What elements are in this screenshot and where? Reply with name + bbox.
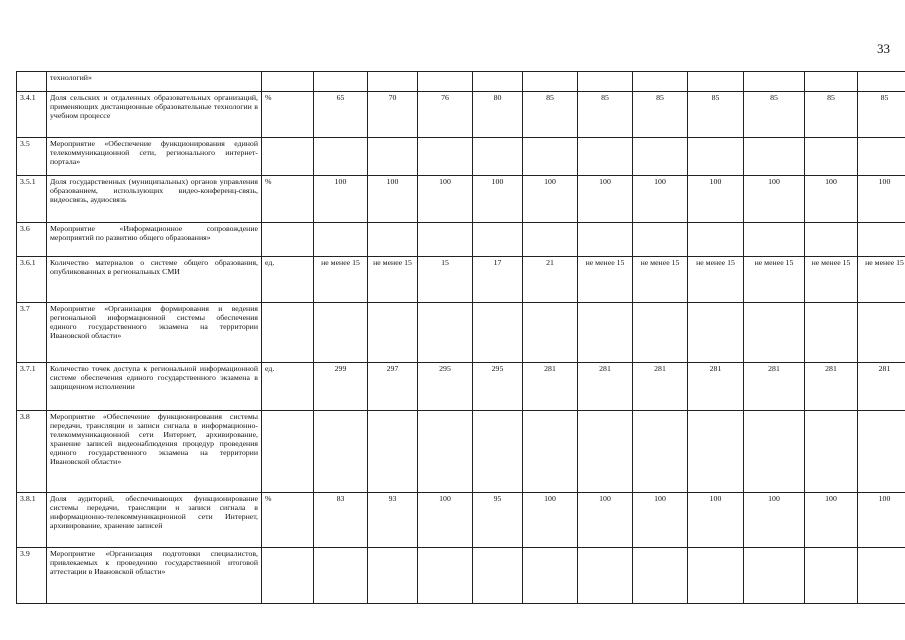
indicator-name: Мероприятие «Информационное сопровождение мероприятий по развитию общего образования»: [47, 223, 262, 257]
value-cell: [314, 223, 368, 257]
value-cell: 100: [578, 493, 633, 548]
value-cell: [418, 411, 473, 493]
value-cell: [744, 548, 805, 604]
unit-cell: ед.: [262, 363, 314, 411]
value-cell: [418, 138, 473, 176]
unit-cell: %: [262, 92, 314, 138]
value-cell: [633, 411, 688, 493]
value-cell: [368, 223, 418, 257]
value-cell: 100: [523, 176, 578, 223]
row-number: 3.7.1: [17, 363, 47, 411]
value-cell: [688, 411, 744, 493]
table-row: [17, 138, 905, 176]
indicators-table: [16, 71, 905, 604]
value-cell: 100: [805, 493, 858, 548]
table-body: [17, 72, 905, 604]
value-cell: 100: [744, 493, 805, 548]
row-number: 3.5.1: [17, 176, 47, 223]
value-cell: 95: [473, 493, 523, 548]
value-cell: [578, 548, 633, 604]
value-cell: 100: [744, 176, 805, 223]
indicator-name: Доля аудиторий, обеспечивающих функционирование системы передачи, трансляции и записи сигнала в информационно-телекоммуникационной сети Интернет, архивирование, хранение записей: [47, 493, 262, 548]
value-cell: 100: [688, 493, 744, 548]
value-cell: 281: [523, 363, 578, 411]
value-cell: 85: [523, 92, 578, 138]
value-cell: 100: [688, 176, 744, 223]
value-cell: [805, 411, 858, 493]
value-cell: [744, 411, 805, 493]
value-cell: 83: [314, 493, 368, 548]
value-cell: [805, 72, 858, 92]
value-cell: [368, 138, 418, 176]
value-cell: [578, 411, 633, 493]
value-cell: [473, 72, 523, 92]
value-cell: [523, 72, 578, 92]
value-cell: [633, 223, 688, 257]
value-cell: [418, 72, 473, 92]
value-cell: 100: [805, 176, 858, 223]
value-cell: [805, 223, 858, 257]
indicator-name: Количество материалов о системе общего образования, опубликованных в региональных СМИ: [47, 257, 262, 303]
unit-cell: [262, 138, 314, 176]
value-cell: 100: [858, 176, 905, 223]
value-cell: не менее 15: [805, 257, 858, 303]
value-cell: 85: [578, 92, 633, 138]
indicator-name: Доля государственных (муниципальных) органов управления образованием, использующих видео-конференц-связь, видеосвязь, аудиосвязь: [47, 176, 262, 223]
indicator-name: Мероприятие «Организация подготовки специалистов, привлекаемых к проведению государственной итоговой аттестации в Ивановской области»: [47, 548, 262, 604]
unit-cell: ед.: [262, 257, 314, 303]
value-cell: [314, 411, 368, 493]
value-cell: 100: [418, 493, 473, 548]
value-cell: [744, 303, 805, 363]
value-cell: 281: [633, 363, 688, 411]
value-cell: не менее 15: [578, 257, 633, 303]
unit-cell: [262, 411, 314, 493]
value-cell: [473, 548, 523, 604]
row-number: 3.5: [17, 138, 47, 176]
value-cell: 100: [633, 493, 688, 548]
value-cell: 281: [578, 363, 633, 411]
value-cell: не менее 15: [633, 257, 688, 303]
value-cell: не менее 15: [314, 257, 368, 303]
page-number: 33: [877, 41, 890, 56]
value-cell: 65: [314, 92, 368, 138]
value-cell: [858, 72, 905, 92]
value-cell: 299: [314, 363, 368, 411]
table-row: [17, 72, 905, 92]
row-number: 3.4.1: [17, 92, 47, 138]
value-cell: [314, 548, 368, 604]
value-cell: [858, 138, 905, 176]
value-cell: не менее 15: [858, 257, 905, 303]
indicator-name: Мероприятие «Обеспечение функционирования единой телекоммуникационной сети, регионального интернет-портала»: [47, 138, 262, 176]
unit-cell: [262, 72, 314, 92]
value-cell: [418, 303, 473, 363]
row-number: 3.9: [17, 548, 47, 604]
value-cell: 76: [418, 92, 473, 138]
value-cell: 85: [858, 92, 905, 138]
value-cell: [744, 72, 805, 92]
value-cell: [633, 303, 688, 363]
value-cell: [805, 138, 858, 176]
value-cell: 100: [418, 176, 473, 223]
value-cell: 17: [473, 257, 523, 303]
value-cell: [688, 548, 744, 604]
value-cell: [418, 223, 473, 257]
value-cell: [688, 223, 744, 257]
unit-cell: [262, 303, 314, 363]
table-row: [17, 548, 905, 604]
value-cell: [473, 411, 523, 493]
value-cell: [688, 303, 744, 363]
value-cell: [368, 411, 418, 493]
unit-cell: [262, 548, 314, 604]
value-cell: [523, 548, 578, 604]
table-row: [17, 223, 905, 257]
row-number: 3.6.1: [17, 257, 47, 303]
value-cell: [523, 223, 578, 257]
value-cell: [473, 223, 523, 257]
value-cell: 70: [368, 92, 418, 138]
value-cell: 100: [314, 176, 368, 223]
value-cell: [858, 548, 905, 604]
table-row: [17, 363, 905, 411]
value-cell: 281: [688, 363, 744, 411]
value-cell: [314, 72, 368, 92]
value-cell: [314, 303, 368, 363]
value-cell: 295: [473, 363, 523, 411]
value-cell: [744, 223, 805, 257]
unit-cell: %: [262, 493, 314, 548]
value-cell: 100: [633, 176, 688, 223]
value-cell: [578, 223, 633, 257]
value-cell: [368, 303, 418, 363]
value-cell: [858, 223, 905, 257]
value-cell: [633, 548, 688, 604]
row-number: [17, 72, 47, 92]
value-cell: 15: [418, 257, 473, 303]
value-cell: [858, 411, 905, 493]
indicator-name: Количество точек доступа к региональной информационной системе обеспечения единого государственного экзамена в защищенном исполнении: [47, 363, 262, 411]
indicator-name: Доля сельских и отдаленных образовательных организаций, применяющих дистанционные образовательные технологии в учебном процессе: [47, 92, 262, 138]
value-cell: [418, 548, 473, 604]
value-cell: [858, 303, 905, 363]
value-cell: [633, 72, 688, 92]
value-cell: 100: [368, 176, 418, 223]
value-cell: 281: [744, 363, 805, 411]
indicator-name: Мероприятие «Организация формирования и ведения региональной информационной системы обеспечения единого государственного экзамена на территории Ивановской области»: [47, 303, 262, 363]
value-cell: [368, 548, 418, 604]
value-cell: [688, 72, 744, 92]
value-cell: [523, 138, 578, 176]
value-cell: 85: [688, 92, 744, 138]
indicator-name: Мероприятие «Обеспечение функционирования системы передачи, трансляции и записи сигнала в информационно-телекоммуникационной сети Интернет, архивирование, хранение записей видеонаблюдения процедур проведения единого государственного экзамена на территории Ивановской области»: [47, 411, 262, 493]
value-cell: 100: [523, 493, 578, 548]
value-cell: 281: [805, 363, 858, 411]
value-cell: [523, 411, 578, 493]
table-row: [17, 411, 905, 493]
indicator-name: технологий»: [47, 72, 262, 92]
value-cell: 100: [473, 176, 523, 223]
row-number: 3.8.1: [17, 493, 47, 548]
row-number: 3.6: [17, 223, 47, 257]
value-cell: 100: [578, 176, 633, 223]
value-cell: 21: [523, 257, 578, 303]
value-cell: 85: [744, 92, 805, 138]
table-row: [17, 92, 905, 138]
value-cell: 100: [858, 493, 905, 548]
value-cell: [744, 138, 805, 176]
value-cell: 297: [368, 363, 418, 411]
value-cell: 85: [805, 92, 858, 138]
value-cell: [523, 303, 578, 363]
value-cell: [473, 303, 523, 363]
value-cell: [633, 138, 688, 176]
table-row: [17, 257, 905, 303]
row-number: 3.8: [17, 411, 47, 493]
value-cell: не менее 15: [688, 257, 744, 303]
value-cell: 295: [418, 363, 473, 411]
value-cell: [578, 303, 633, 363]
value-cell: [578, 138, 633, 176]
value-cell: не менее 15: [744, 257, 805, 303]
row-number: 3.7: [17, 303, 47, 363]
value-cell: [805, 548, 858, 604]
value-cell: 281: [858, 363, 905, 411]
value-cell: [578, 72, 633, 92]
value-cell: 93: [368, 493, 418, 548]
value-cell: [805, 303, 858, 363]
table-row: [17, 493, 905, 548]
table-row: [17, 176, 905, 223]
unit-cell: %: [262, 176, 314, 223]
value-cell: [314, 138, 368, 176]
value-cell: 85: [633, 92, 688, 138]
value-cell: не менее 15: [368, 257, 418, 303]
unit-cell: [262, 223, 314, 257]
value-cell: [473, 138, 523, 176]
table-row: [17, 303, 905, 363]
value-cell: [368, 72, 418, 92]
value-cell: 80: [473, 92, 523, 138]
value-cell: [688, 138, 744, 176]
